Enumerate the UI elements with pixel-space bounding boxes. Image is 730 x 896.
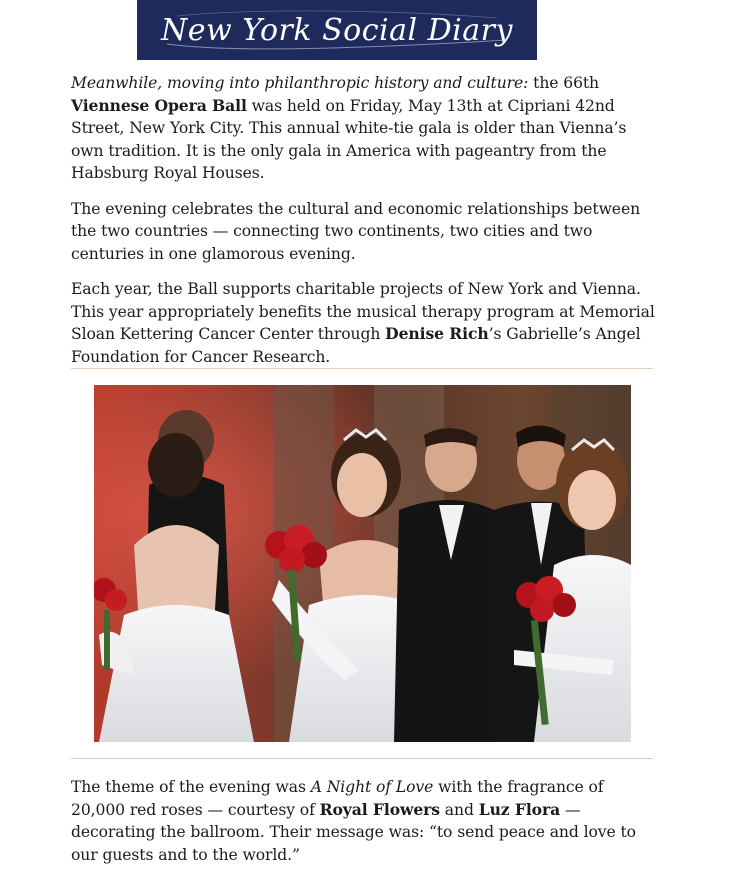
paragraph-text: and [439,800,479,819]
paragraph-2 [71,198,661,266]
paragraph-text: — decorating the ballroom. Their message was: “to send peace and love to our guests and to the world.” [71,800,636,864]
divider-bottom [71,758,653,759]
paragraph-text: was held on Friday, May 13th at Cipriani 42nd Street, New York City. This annual white-tie gala is older than Vienna’s own tradition. It is the only gala in America with pageantry from the Habsburg Royal Houses. [71,96,627,182]
paragraph-text: with the fragrance of 20,000 red roses — courtesy of [71,778,604,819]
sponsor-name: Luz Flora [478,799,561,819]
article-body-continued [71,776,661,879]
logo-text: New York Social Diary [161,12,513,48]
article-body [71,72,661,381]
paragraph-text: The evening celebrates the cultural and economic relationships between the two countries — connecting two continents, two cities and two centuries in one glamorous evening. [71,199,641,263]
paragraph-text: The theme of the evening was [71,778,311,796]
person-name: Denise Rich [385,324,489,343]
paragraph-1 [71,72,661,185]
logo-flourish-icon [137,0,537,60]
paragraph-text: ’s Gabrielle’s Angel Foundation for Cancer Research. [71,325,641,366]
sponsor-name: Royal Flowers [319,799,440,819]
paragraph-3 [71,278,661,368]
event-name: Viennese Opera Ball [71,95,247,115]
theme-title: A Night of Love [310,778,434,796]
event-photo[interactable] [94,385,631,742]
debutantes-photo-image [94,385,631,742]
masthead-logo[interactable] [137,0,537,60]
paragraph-text: Each year, the Ball supports charitable projects of New York and Vienna. This year appropriately benefits the musical therapy program at Memorial Sloan Kettering Cancer Center through [71,280,655,343]
paragraph-text: the 66th [528,74,600,92]
divider-top [71,368,653,369]
intro-italic: Meanwhile, moving into philanthropic history and culture: [71,74,529,92]
paragraph-4 [71,776,661,866]
